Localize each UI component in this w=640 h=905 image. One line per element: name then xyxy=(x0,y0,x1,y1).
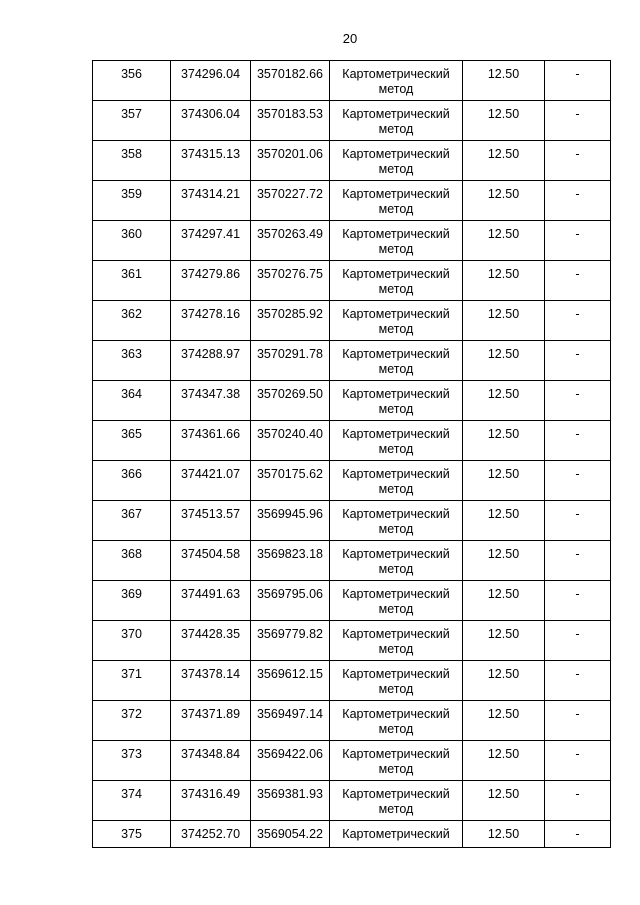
y-coordinate-cell: 3570201.06 xyxy=(251,141,330,181)
accuracy-cell: 12.50 xyxy=(463,301,545,341)
method-cell: Картометрический метод xyxy=(330,381,463,421)
accuracy-cell: 12.50 xyxy=(463,741,545,781)
point-number-cell: 372 xyxy=(93,701,171,741)
y-coordinate-cell: 3570276.75 xyxy=(251,261,330,301)
point-number-cell: 366 xyxy=(93,461,171,501)
accuracy-cell: 12.50 xyxy=(463,501,545,541)
method-cell: Картометрический метод xyxy=(330,781,463,821)
accuracy-cell: 12.50 xyxy=(463,661,545,701)
table-row xyxy=(93,261,611,301)
y-coordinate-cell: 3570291.78 xyxy=(251,341,330,381)
table-row xyxy=(93,381,611,421)
y-coordinate-cell: 3569823.18 xyxy=(251,541,330,581)
point-number-cell: 369 xyxy=(93,581,171,621)
accuracy-cell: 12.50 xyxy=(463,341,545,381)
y-coordinate-cell: 3569054.22 xyxy=(251,821,330,848)
accuracy-cell: 12.50 xyxy=(463,421,545,461)
point-number-cell: 373 xyxy=(93,741,171,781)
note-cell: - xyxy=(545,461,611,501)
table-row xyxy=(93,101,611,141)
method-cell: Картометрический метод xyxy=(330,541,463,581)
x-coordinate-cell: 374348.84 xyxy=(171,741,251,781)
note-cell: - xyxy=(545,581,611,621)
x-coordinate-cell: 374378.14 xyxy=(171,661,251,701)
method-cell: Картометрический метод xyxy=(330,421,463,461)
note-cell: - xyxy=(545,821,611,848)
accuracy-cell: 12.50 xyxy=(463,181,545,221)
table-row xyxy=(93,661,611,701)
y-coordinate-cell: 3570182.66 xyxy=(251,61,330,101)
y-coordinate-cell: 3570263.49 xyxy=(251,221,330,261)
y-coordinate-cell: 3569422.06 xyxy=(251,741,330,781)
x-coordinate-cell: 374314.21 xyxy=(171,181,251,221)
point-number-cell: 368 xyxy=(93,541,171,581)
table-row xyxy=(93,181,611,221)
accuracy-cell: 12.50 xyxy=(463,821,545,848)
y-coordinate-cell: 3569381.93 xyxy=(251,781,330,821)
y-coordinate-cell: 3569497.14 xyxy=(251,701,330,741)
point-number-cell: 362 xyxy=(93,301,171,341)
x-coordinate-cell: 374347.38 xyxy=(171,381,251,421)
note-cell: - xyxy=(545,181,611,221)
method-cell: Картометрический метод xyxy=(330,461,463,501)
point-number-cell: 371 xyxy=(93,661,171,701)
point-number-cell: 364 xyxy=(93,381,171,421)
method-cell: Картометрический метод xyxy=(330,261,463,301)
table-row xyxy=(93,501,611,541)
x-coordinate-cell: 374315.13 xyxy=(171,141,251,181)
accuracy-cell: 12.50 xyxy=(463,461,545,501)
table-row xyxy=(93,421,611,461)
coordinates-table-container xyxy=(92,60,611,848)
method-cell: Картометрический метод xyxy=(330,101,463,141)
note-cell: - xyxy=(545,381,611,421)
note-cell: - xyxy=(545,421,611,461)
point-number-cell: 360 xyxy=(93,221,171,261)
table-row xyxy=(93,301,611,341)
method-cell: Картометрический xyxy=(330,821,463,848)
x-coordinate-cell: 374421.07 xyxy=(171,461,251,501)
x-coordinate-cell: 374371.89 xyxy=(171,701,251,741)
x-coordinate-cell: 374428.35 xyxy=(171,621,251,661)
point-number-cell: 356 xyxy=(93,61,171,101)
accuracy-cell: 12.50 xyxy=(463,541,545,581)
accuracy-cell: 12.50 xyxy=(463,581,545,621)
point-number-cell: 361 xyxy=(93,261,171,301)
accuracy-cell: 12.50 xyxy=(463,61,545,101)
x-coordinate-cell: 374504.58 xyxy=(171,541,251,581)
note-cell: - xyxy=(545,341,611,381)
x-coordinate-cell: 374288.97 xyxy=(171,341,251,381)
note-cell: - xyxy=(545,261,611,301)
point-number-cell: 367 xyxy=(93,501,171,541)
method-cell: Картометрический метод xyxy=(330,301,463,341)
x-coordinate-cell: 374297.41 xyxy=(171,221,251,261)
x-coordinate-cell: 374316.49 xyxy=(171,781,251,821)
note-cell: - xyxy=(545,101,611,141)
x-coordinate-cell: 374513.57 xyxy=(171,501,251,541)
method-cell: Картометрический метод xyxy=(330,221,463,261)
accuracy-cell: 12.50 xyxy=(463,381,545,421)
method-cell: Картометрический метод xyxy=(330,181,463,221)
table-row xyxy=(93,461,611,501)
table-row xyxy=(93,581,611,621)
table-body xyxy=(93,61,611,848)
note-cell: - xyxy=(545,781,611,821)
method-cell: Картометрический метод xyxy=(330,141,463,181)
note-cell: - xyxy=(545,61,611,101)
y-coordinate-cell: 3570240.40 xyxy=(251,421,330,461)
method-cell: Картометрический метод xyxy=(330,501,463,541)
point-number-cell: 363 xyxy=(93,341,171,381)
point-number-cell: 358 xyxy=(93,141,171,181)
table-row xyxy=(93,221,611,261)
table-row xyxy=(93,541,611,581)
y-coordinate-cell: 3569779.82 xyxy=(251,621,330,661)
method-cell: Картометрический метод xyxy=(330,701,463,741)
table-row xyxy=(93,141,611,181)
note-cell: - xyxy=(545,141,611,181)
point-number-cell: 359 xyxy=(93,181,171,221)
table-row xyxy=(93,741,611,781)
y-coordinate-cell: 3570227.72 xyxy=(251,181,330,221)
table-row xyxy=(93,821,611,848)
method-cell: Картометрический метод xyxy=(330,661,463,701)
point-number-cell: 365 xyxy=(93,421,171,461)
y-coordinate-cell: 3570285.92 xyxy=(251,301,330,341)
accuracy-cell: 12.50 xyxy=(463,701,545,741)
accuracy-cell: 12.50 xyxy=(463,261,545,301)
x-coordinate-cell: 374278.16 xyxy=(171,301,251,341)
method-cell: Картометрический метод xyxy=(330,581,463,621)
method-cell: Картометрический метод xyxy=(330,741,463,781)
accuracy-cell: 12.50 xyxy=(463,781,545,821)
table-row xyxy=(93,701,611,741)
accuracy-cell: 12.50 xyxy=(463,101,545,141)
note-cell: - xyxy=(545,621,611,661)
page-number: 20 xyxy=(342,31,358,46)
y-coordinate-cell: 3569945.96 xyxy=(251,501,330,541)
note-cell: - xyxy=(545,221,611,261)
note-cell: - xyxy=(545,741,611,781)
x-coordinate-cell: 374296.04 xyxy=(171,61,251,101)
accuracy-cell: 12.50 xyxy=(463,221,545,261)
note-cell: - xyxy=(545,301,611,341)
note-cell: - xyxy=(545,541,611,581)
table-row xyxy=(93,341,611,381)
note-cell: - xyxy=(545,701,611,741)
coordinates-table xyxy=(92,60,611,848)
accuracy-cell: 12.50 xyxy=(463,621,545,661)
table-row xyxy=(93,781,611,821)
point-number-cell: 357 xyxy=(93,101,171,141)
method-cell: Картометрический метод xyxy=(330,61,463,101)
method-cell: Картометрический метод xyxy=(330,341,463,381)
y-coordinate-cell: 3570183.53 xyxy=(251,101,330,141)
point-number-cell: 374 xyxy=(93,781,171,821)
x-coordinate-cell: 374361.66 xyxy=(171,421,251,461)
table-row xyxy=(93,621,611,661)
point-number-cell: 375 xyxy=(93,821,171,848)
x-coordinate-cell: 374252.70 xyxy=(171,821,251,848)
y-coordinate-cell: 3569612.15 xyxy=(251,661,330,701)
y-coordinate-cell: 3569795.06 xyxy=(251,581,330,621)
note-cell: - xyxy=(545,661,611,701)
accuracy-cell: 12.50 xyxy=(463,141,545,181)
method-cell: Картометрический метод xyxy=(330,621,463,661)
note-cell: - xyxy=(545,501,611,541)
x-coordinate-cell: 374491.63 xyxy=(171,581,251,621)
x-coordinate-cell: 374306.04 xyxy=(171,101,251,141)
y-coordinate-cell: 3570269.50 xyxy=(251,381,330,421)
point-number-cell: 370 xyxy=(93,621,171,661)
x-coordinate-cell: 374279.86 xyxy=(171,261,251,301)
table-row xyxy=(93,61,611,101)
y-coordinate-cell: 3570175.62 xyxy=(251,461,330,501)
